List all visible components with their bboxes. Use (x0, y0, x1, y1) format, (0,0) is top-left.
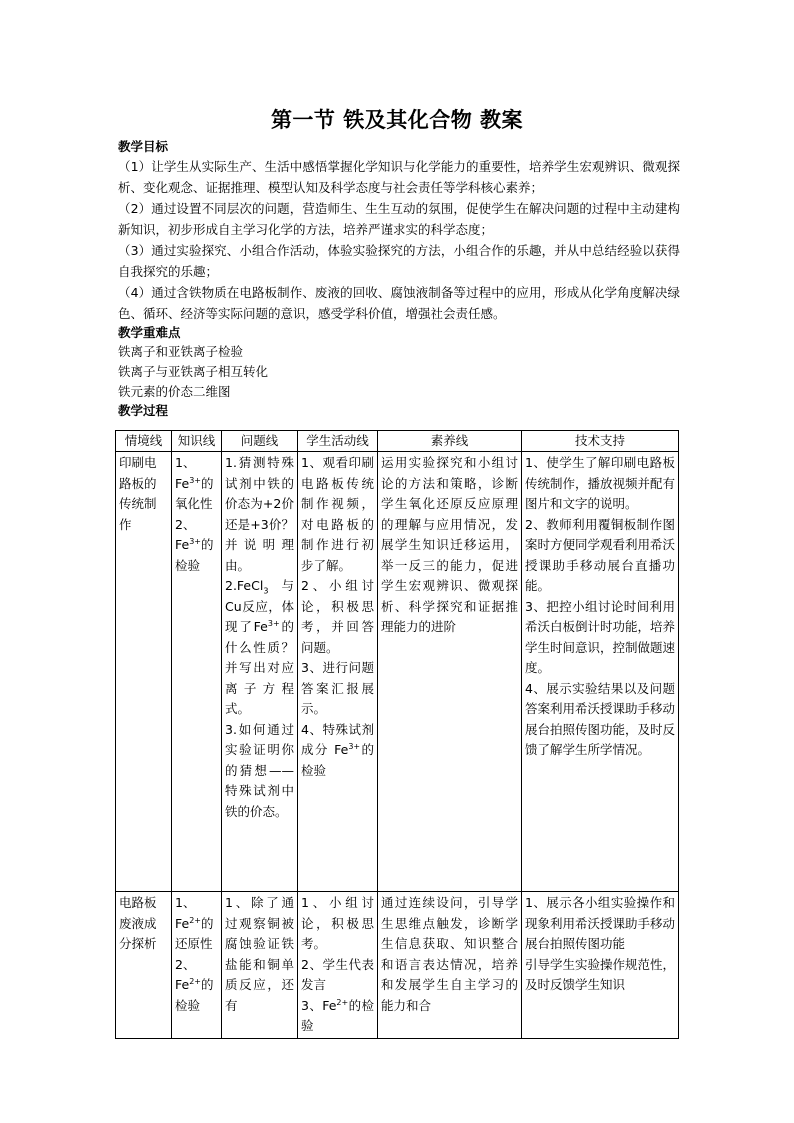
tech-cell (522, 892, 679, 1039)
process-heading: 教学过程 (118, 403, 169, 418)
tech-cell (522, 452, 679, 892)
column-header: 知识线 (172, 431, 222, 452)
column-header: 素养线 (378, 431, 522, 452)
literacy-text: 通过连续设问，引导学生思维点触发，诊断学生信息获取、知识整合和语言表达情况，培养和发展学生自主学习的能力和合 (381, 895, 518, 1013)
knowledge-item: 2、$Fe^{2+}$的检验 (175, 956, 214, 1013)
tech-item: 引导学生实验操作规范性，及时反馈学生知识 (525, 956, 676, 992)
context-cell (116, 892, 172, 1039)
table-row (116, 892, 679, 1039)
column-header: 学生活动线 (298, 431, 378, 452)
activity-item: 4、特殊试剂成分 $Fe^{3+}$的检验 (301, 721, 374, 778)
activity-item: 3、$Fe^{2+}$的检验 (301, 997, 374, 1033)
knowledge-cell (172, 452, 222, 892)
keypoint-item: 铁元素的价态二维图 (118, 384, 231, 399)
question-cell (222, 452, 298, 892)
keypoint-item: 铁离子与亚铁离子相互转化 (118, 364, 269, 379)
activity-cell (298, 892, 378, 1039)
knowledge-cell (172, 892, 222, 1039)
document-title: 第一节 铁及其化合物 教案 (270, 108, 524, 132)
goal-item: （2）通过设置不同层次的问题，营造师生、生生互动的氛围，促使学生在解决问题的过程中主动建构新知识，初步形成自主学习化学的方法，培养严谨求实的科学态度； (118, 201, 680, 237)
question-item: 3.如何通过实验证明你的猜想——特殊试剂中铁的价态。 (225, 721, 294, 819)
question-item: 1.猜测特殊试剂中铁的价态为+2价还是+3价？并说明理由。 (225, 455, 294, 573)
goal-item: （1）让学生从实际生产、生活中感悟掌握化学知识与化学能力的重要性，培养学生宏观辨识、微观探析、变化观念、证据推理、模型认知及科学态度与社会责任等学科核心素养； (118, 159, 680, 195)
goal-item: （4）通过含铁物质在电路板制作、废液的回收、腐蚀液制备等过程中的应用，形成从化学角度解决绿色、循环、经济等实际问题的意识，感受学科价值，增强社会责任感。 (118, 285, 680, 321)
tech-item: 1、使学生了解印刷电路板传统制作，播放视频并配有图片和文字的说明。 (525, 455, 676, 511)
column-header: 问题线 (222, 431, 298, 452)
question-cell (222, 892, 298, 1039)
document-body (118, 138, 680, 420)
question-item: 1、除了通过观察铜被腐蚀验证铁盐能和铜单质反应，还有 (225, 895, 294, 1013)
column-header: 技术支持 (522, 431, 679, 452)
process-table (115, 430, 679, 1039)
knowledge-item: 1、$Fe^{2+}$的还原性 (175, 895, 214, 951)
activity-item: 2、学生代表发言 (301, 956, 374, 992)
context-text: 印刷电路板的传统制作 (119, 455, 157, 532)
goal-item: （3）通过实验探究、小组合作活动，体验实验探究的方法，小组合作的乐趣，并从中总结经验以获得自我探究的乐趣； (118, 243, 680, 279)
column-header: 情境线 (116, 431, 172, 452)
tech-item: 2、教师利用覆铜板制作图案时方便同学观看利用希沃授课助手移动展台直播功能。 (525, 516, 676, 593)
tech-item: 1、展示各小组实验操作和现象利用希沃授课助手移动展台拍照传图功能 (525, 895, 676, 951)
table-row (116, 452, 679, 892)
activity-item: 1、观看印刷电路板传统制作视频，对电路板的制作进行初步了解。 (301, 455, 374, 573)
activity-cell (298, 452, 378, 892)
tech-item: 3、把控小组讨论时间利用希沃白板倒计时功能，培养学生时间意识，控制做题速度。 (525, 598, 676, 675)
question-item: 2.FeCl$_3$与Cu反应，体现了$Fe^{3+}$的什么性质？并写出对应离子方程式。 (225, 578, 294, 716)
activity-item: 3、进行问题答案汇报展示。 (301, 660, 374, 716)
context-cell (116, 452, 172, 892)
knowledge-item: 1、$Fe^{3+}$的氧化性 (175, 455, 214, 511)
context-text: 电路板废液成分探析 (119, 895, 157, 951)
keypoints-heading: 教学重难点 (118, 325, 181, 340)
literacy-cell (378, 892, 522, 1039)
tech-item: 4、展示实验结果以及问题答案利用希沃授课助手移动展台拍照传图功能，及时反馈了解学生所学情况。 (525, 680, 676, 757)
literacy-text: 运用实验探究和小组讨论的方法和策略，诊断学生氧化还原反应原理的理解与应用情况，发展学生知识迁移运用，举一反三的能力，促进学生宏观辨识、微观探析、科学探究和证据推理能力的进阶 (381, 455, 518, 634)
goals-heading: 教学目标 (118, 139, 169, 154)
activity-item: 2、小组讨论，积极思考，并回答问题。 (301, 578, 374, 655)
keypoint-item: 铁离子和亚铁离子检验 (118, 344, 244, 359)
knowledge-item: 2、$Fe^{3+}$的检验 (175, 516, 214, 573)
literacy-cell (378, 452, 522, 892)
activity-item: 1、小组讨论，积极思考。 (301, 895, 374, 951)
table-header-row (116, 431, 679, 452)
